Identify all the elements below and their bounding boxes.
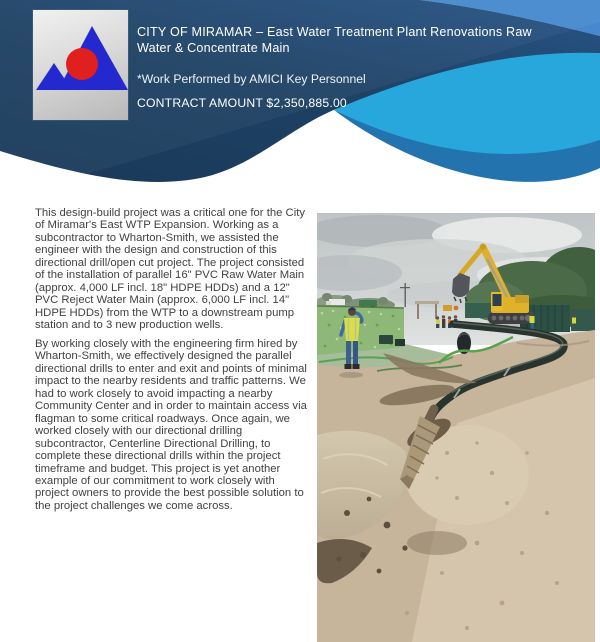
work-performed-note: *Work Performed by AMICI Key Personnel — [137, 72, 366, 87]
worker-far-right — [572, 315, 576, 324]
paragraph-2: By working closely with the engineering firm hired by Wharton-Smith, we effectively designed the parallel directional drills to enter and exit and points of minimal impact to the nearby residents and traffic patterns. We had to work closely to avoid impacting a nearby Community Center and in order to maintain access via flagman to some critical roadways. Once again, we worked closely with our directional drilling subcontractor, Centerline Directional Drilling, to complete these directional drills within the project timeframe and budget. This project is yet another example of our commitment to work closely with project owners to provide the best possible solution to the project challenges we come across. — [35, 338, 307, 512]
project-description — [35, 207, 310, 519]
amici-logo — [33, 10, 128, 120]
page-title: CITY OF MIRAMAR – East Water Treatment Plant Renovations Raw Water & Concentrate Main — [137, 25, 532, 55]
photo-green-wall — [317, 306, 405, 355]
paragraph-1: This design-build project was a critical one for the City of Miramar's East WTP Expansion. Working as a subcontractor to Wharton-Smith, we assisted the engineer with the design and construction of this directional drill/open cut project. The project consisted of the installation of parallel 16" PVC Raw Water Main (approx. 4,000 LF incl. 18" HDPE HDDs) and a 12" PVC Reject Water Main (approx. 6,000 LF incl. 14" HDPE HDDs) from the WTP to a downstream pump station and to 3 new production wells. — [35, 207, 305, 332]
logo-red-circle — [66, 48, 98, 80]
utility-pole — [405, 283, 406, 307]
contract-amount: CONTRACT AMOUNT $2,350,885.00 — [137, 96, 347, 111]
hi-vis-vest — [344, 318, 360, 341]
project-photo — [317, 213, 595, 642]
amici-logo-mark — [33, 10, 128, 120]
